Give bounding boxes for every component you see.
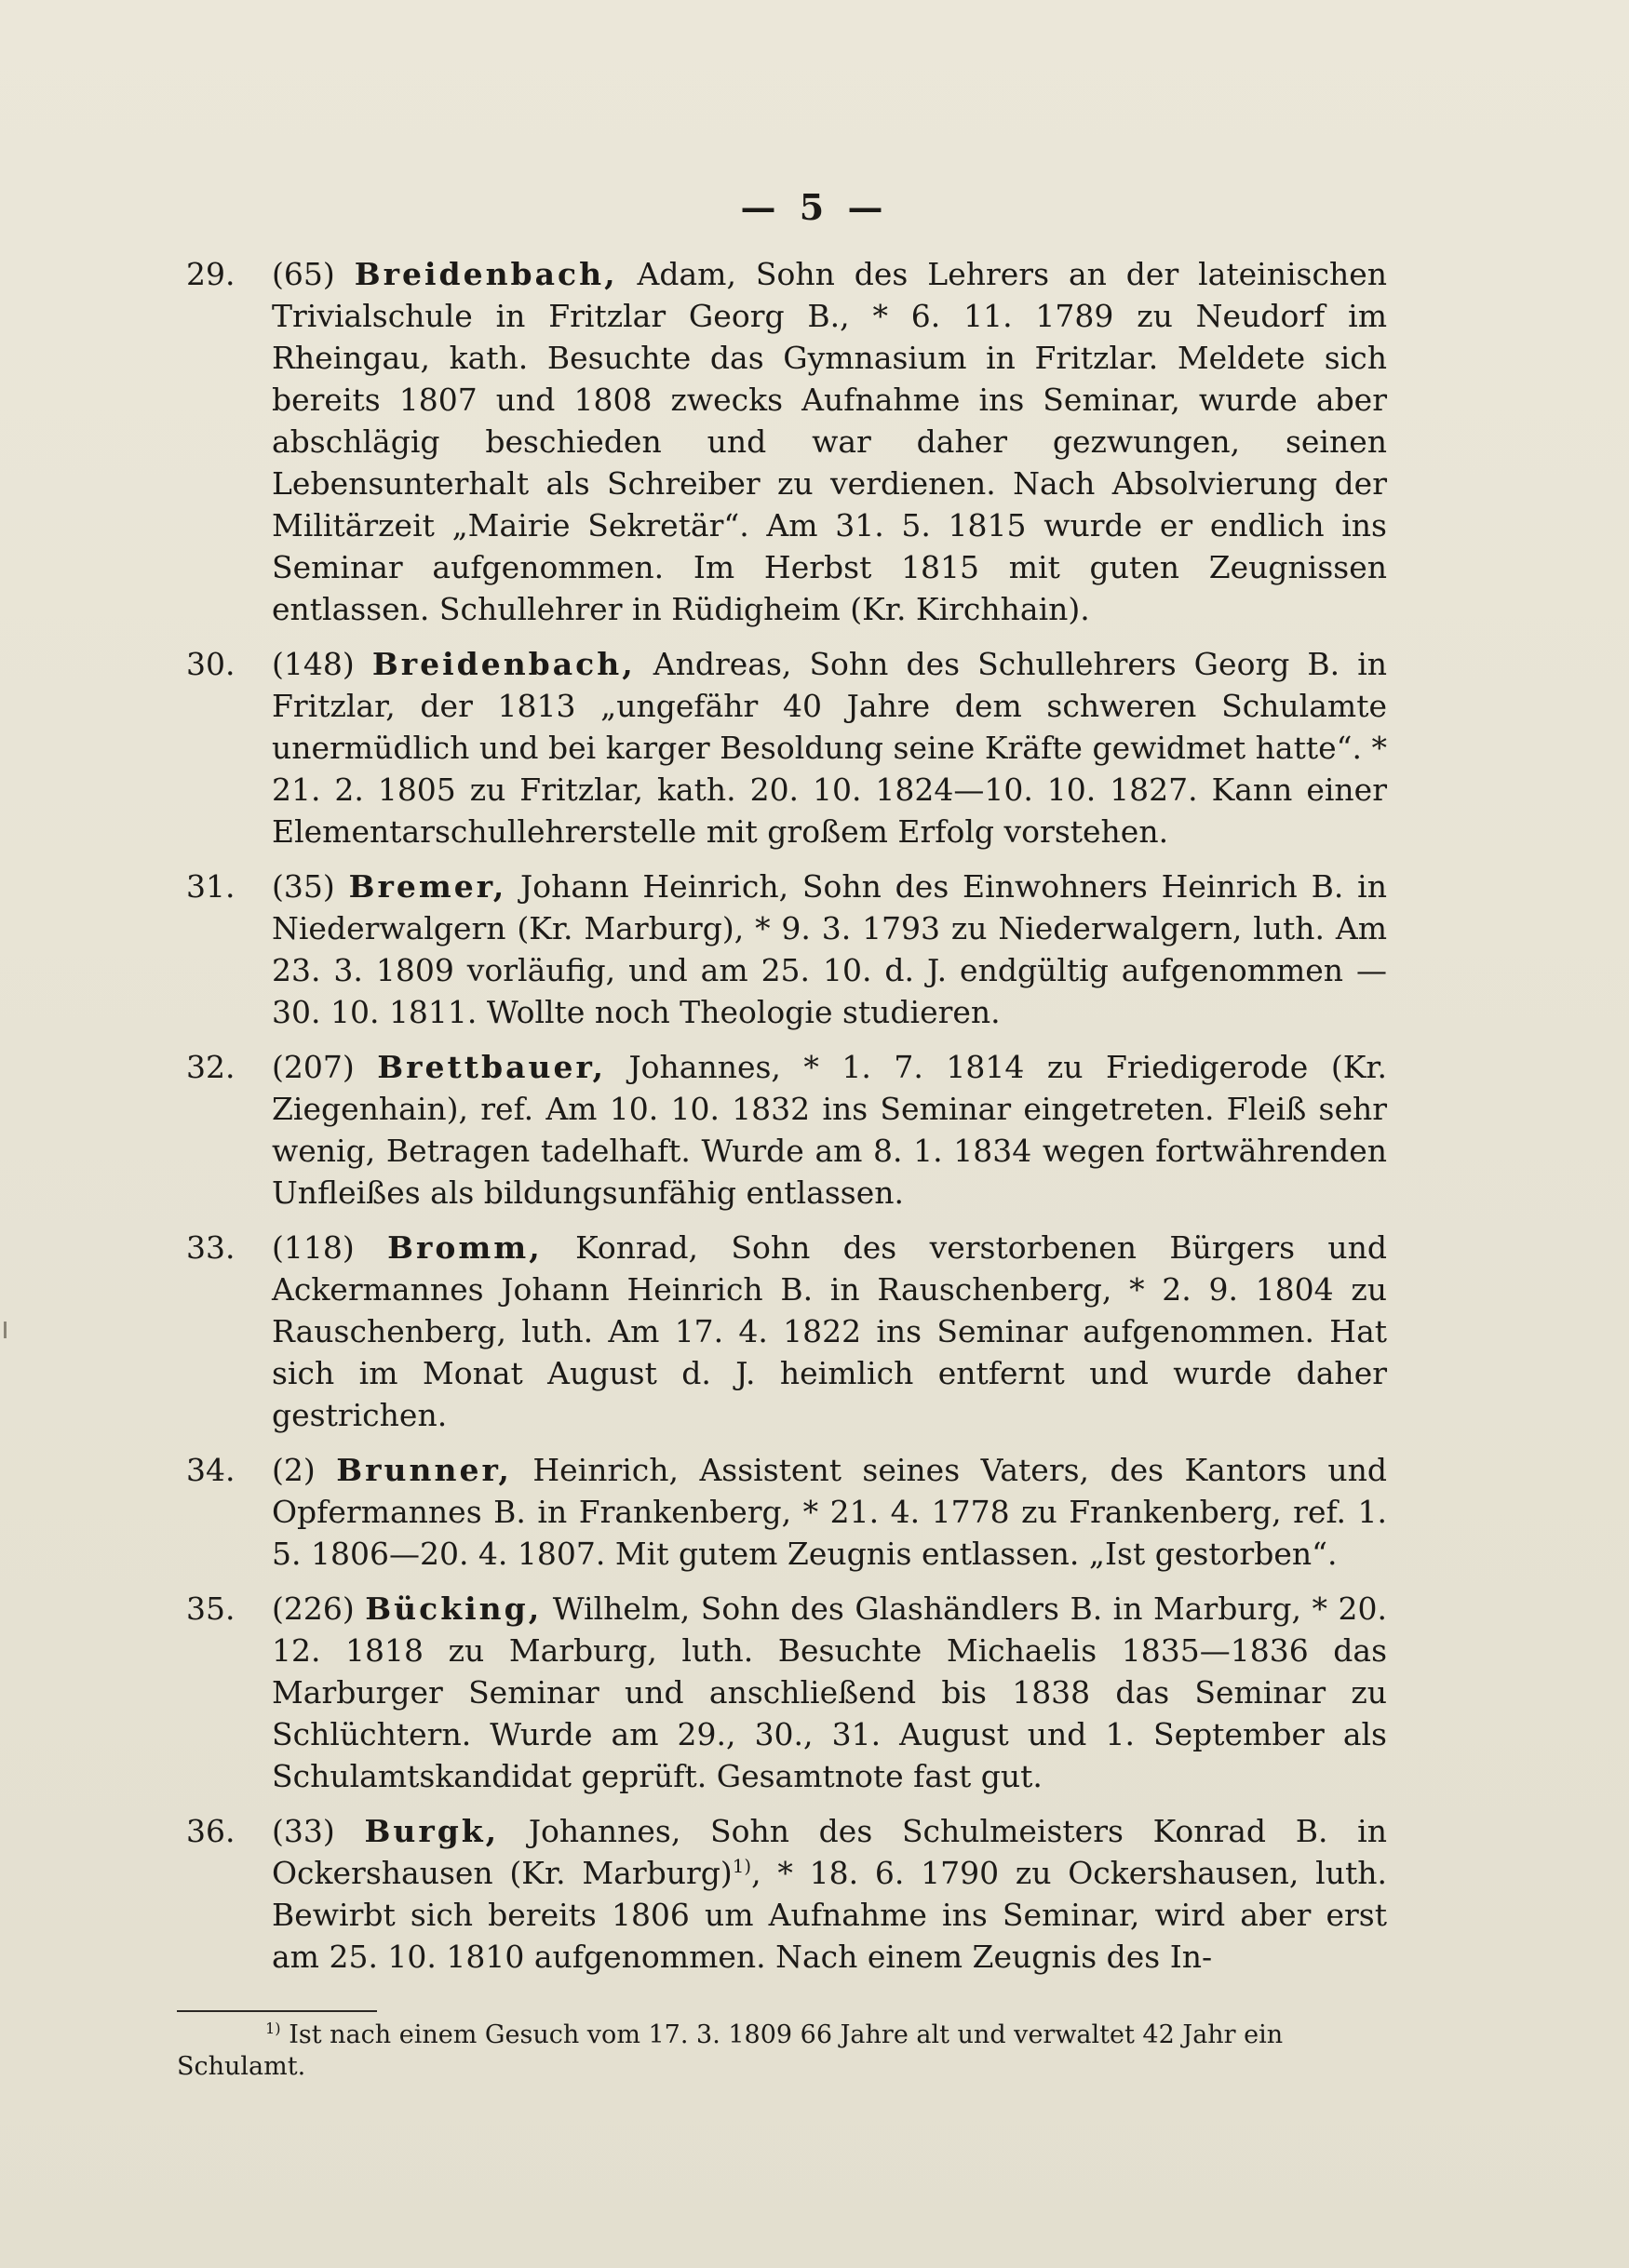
entry-31 <box>186 866 1387 1033</box>
entry-text: Wilhelm, Sohn des Glashändlers B. in Marburg, * 20. 12. 1818 zu Marburg, luth. Besuchte Michaelis 1835—1836 das Marburger Seminar und anschließend bis 1838 das Seminar zu Schlüchtern. Wurde am 29., 30., 31. August und 1. September als Schulamtskandidat geprüft. Gesamtnote fast gut. <box>272 1590 1387 1794</box>
entry-number: 32. <box>186 1049 236 1085</box>
entry-text: , * 18. 6. 1790 zu Ockershausen, luth. Bewirbt sich bereits 1806 um Aufnahme ins Seminar, wird aber erst am 25. 10. 1810 aufgenommen. Nach einem Zeugnis des In- <box>272 1855 1387 1975</box>
entry-number: 33. <box>186 1229 236 1266</box>
entry-surname: Bücking, <box>365 1590 543 1627</box>
entry-surname: Breidenbach, <box>371 646 636 682</box>
entry-34 <box>186 1449 1387 1575</box>
footnote <box>177 2020 1378 2083</box>
entry-35 <box>186 1588 1387 1797</box>
entry-text: Konrad, Sohn des verstorbenen Bürgers und Ackermannes Johann Heinrich B. in Rauschenberg, * 2. 9. 1804 zu Rauschenberg, luth. Am 17. 4. 1822 ins Seminar aufgenommen. Hat sich im Monat August d. J. heimlich entfernt und wurde daher gestrichen. <box>272 1229 1387 1433</box>
entry-29 <box>186 253 1387 630</box>
entry-reference: (118) <box>272 1229 355 1266</box>
entry-number: 34. <box>186 1452 236 1488</box>
entry-number: 29. <box>186 256 236 292</box>
entry-number: 30. <box>186 646 236 682</box>
footnote-text: Ist nach einem Gesuch vom 17. 3. 1809 66 Jahre alt und verwaltet 42 Jahr ein Schulamt. <box>177 2020 1284 2081</box>
entry-reference: (2) <box>272 1452 316 1488</box>
page-edge-mark <box>4 1322 7 1338</box>
entry-30 <box>186 643 1387 852</box>
entry-text: Adam, Sohn des Lehrers an der lateinischen Trivialschule in Fritzlar Georg B., * 6. 11. 1789 zu Neudorf im Rheingau, kath. Besuchte das Gymnasium in Fritzlar. Meldete sich bereits 1807 und 1808 zwecks Aufnahme ins Seminar, wurde aber abschlägig beschieden und war daher gezwungen, seinen Lebensunterhalt als Schreiber zu verdienen. Nach Absolvierung der Militärzeit „Mairie Sekretär“. Am 31. 5. 1815 wurde er endlich ins Seminar aufgenommen. Im Herbst 1815 mit guten Zeugnissen entlassen. Schullehrer in Rüdigheim (Kr. Kirchhain). <box>272 256 1387 627</box>
entry-surname: Burgk, <box>364 1813 500 1849</box>
entry-reference: (148) <box>272 646 355 682</box>
entry-surname: Bromm, <box>387 1229 543 1266</box>
footnote-divider <box>177 2010 377 2012</box>
entry-surname: Bremer, <box>348 868 507 905</box>
page-number: — 5 — <box>740 186 889 228</box>
entry-surname: Breidenbach, <box>354 256 618 292</box>
entry-surname: Brettbauer, <box>377 1049 606 1085</box>
entry-reference: (65) <box>272 256 335 292</box>
entry-reference: (207) <box>272 1049 355 1085</box>
entry-reference: (33) <box>272 1813 335 1849</box>
entry-reference: (226) <box>272 1590 355 1627</box>
entry-text: Johann Heinrich, Sohn des Einwohners Heinrich B. in Niederwalgern (Kr. Marburg), * 9. 3. 1793 zu Niederwalgern, luth. Am 23. 3. 1809 vorläufig, und am 25. 10. d. J. endgültig aufgenommen —30. 10. 1811. Wollte noch Theologie studieren. <box>272 868 1387 1030</box>
entry-32 <box>186 1046 1387 1214</box>
entry-text: Johannes, * 1. 7. 1814 zu Friedigerode (Kr. Ziegenhain), ref. Am 10. 10. 1832 ins Seminar eingetreten. Fleiß sehr wenig, Betragen tadelhaft. Wurde am 8. 1. 1834 wegen fortwährenden Unfleißes als bildungsunfähig entlassen. <box>272 1049 1387 1211</box>
entry-number: 36. <box>186 1813 236 1849</box>
entry-surname: Brunner, <box>336 1452 512 1488</box>
entry-number: 35. <box>186 1590 236 1627</box>
entry-text: Heinrich, Assistent seines Vaters, des Kantors und Opfermannes B. in Frankenberg, * 21. 4. 1778 zu Frankenberg, ref. 1. 5. 1806—20. 4. 1807. Mit gutem Zeugnis entlassen. „Ist gestorben“. <box>272 1452 1387 1572</box>
entry-text-before-footnote: Johannes, Sohn des Schulmeisters Konrad B. in Ockershausen (Kr. Marburg) <box>272 1813 1387 1891</box>
entry-list <box>186 253 1387 1991</box>
entry-36 <box>186 1810 1387 1978</box>
footnote-reference: 1) <box>732 1856 752 1877</box>
entry-reference: (35) <box>272 868 335 905</box>
entry-text: Andreas, Sohn des Schullehrers Georg B. in Fritzlar, der 1813 „ungefähr 40 Jahre dem schweren Schulamte unermüdlich und bei karger Besoldung seine Kräfte gewidmet hatte“. * 21. 2. 1805 zu Fritzlar, kath. 20. 10. 1824—10. 10. 1827. Kann einer Elementarschullehrerstelle mit großem Erfolg vorstehen. <box>272 646 1387 850</box>
footnote-marker: 1) <box>265 2020 281 2037</box>
entry-33 <box>186 1227 1387 1436</box>
entry-number: 31. <box>186 868 236 905</box>
